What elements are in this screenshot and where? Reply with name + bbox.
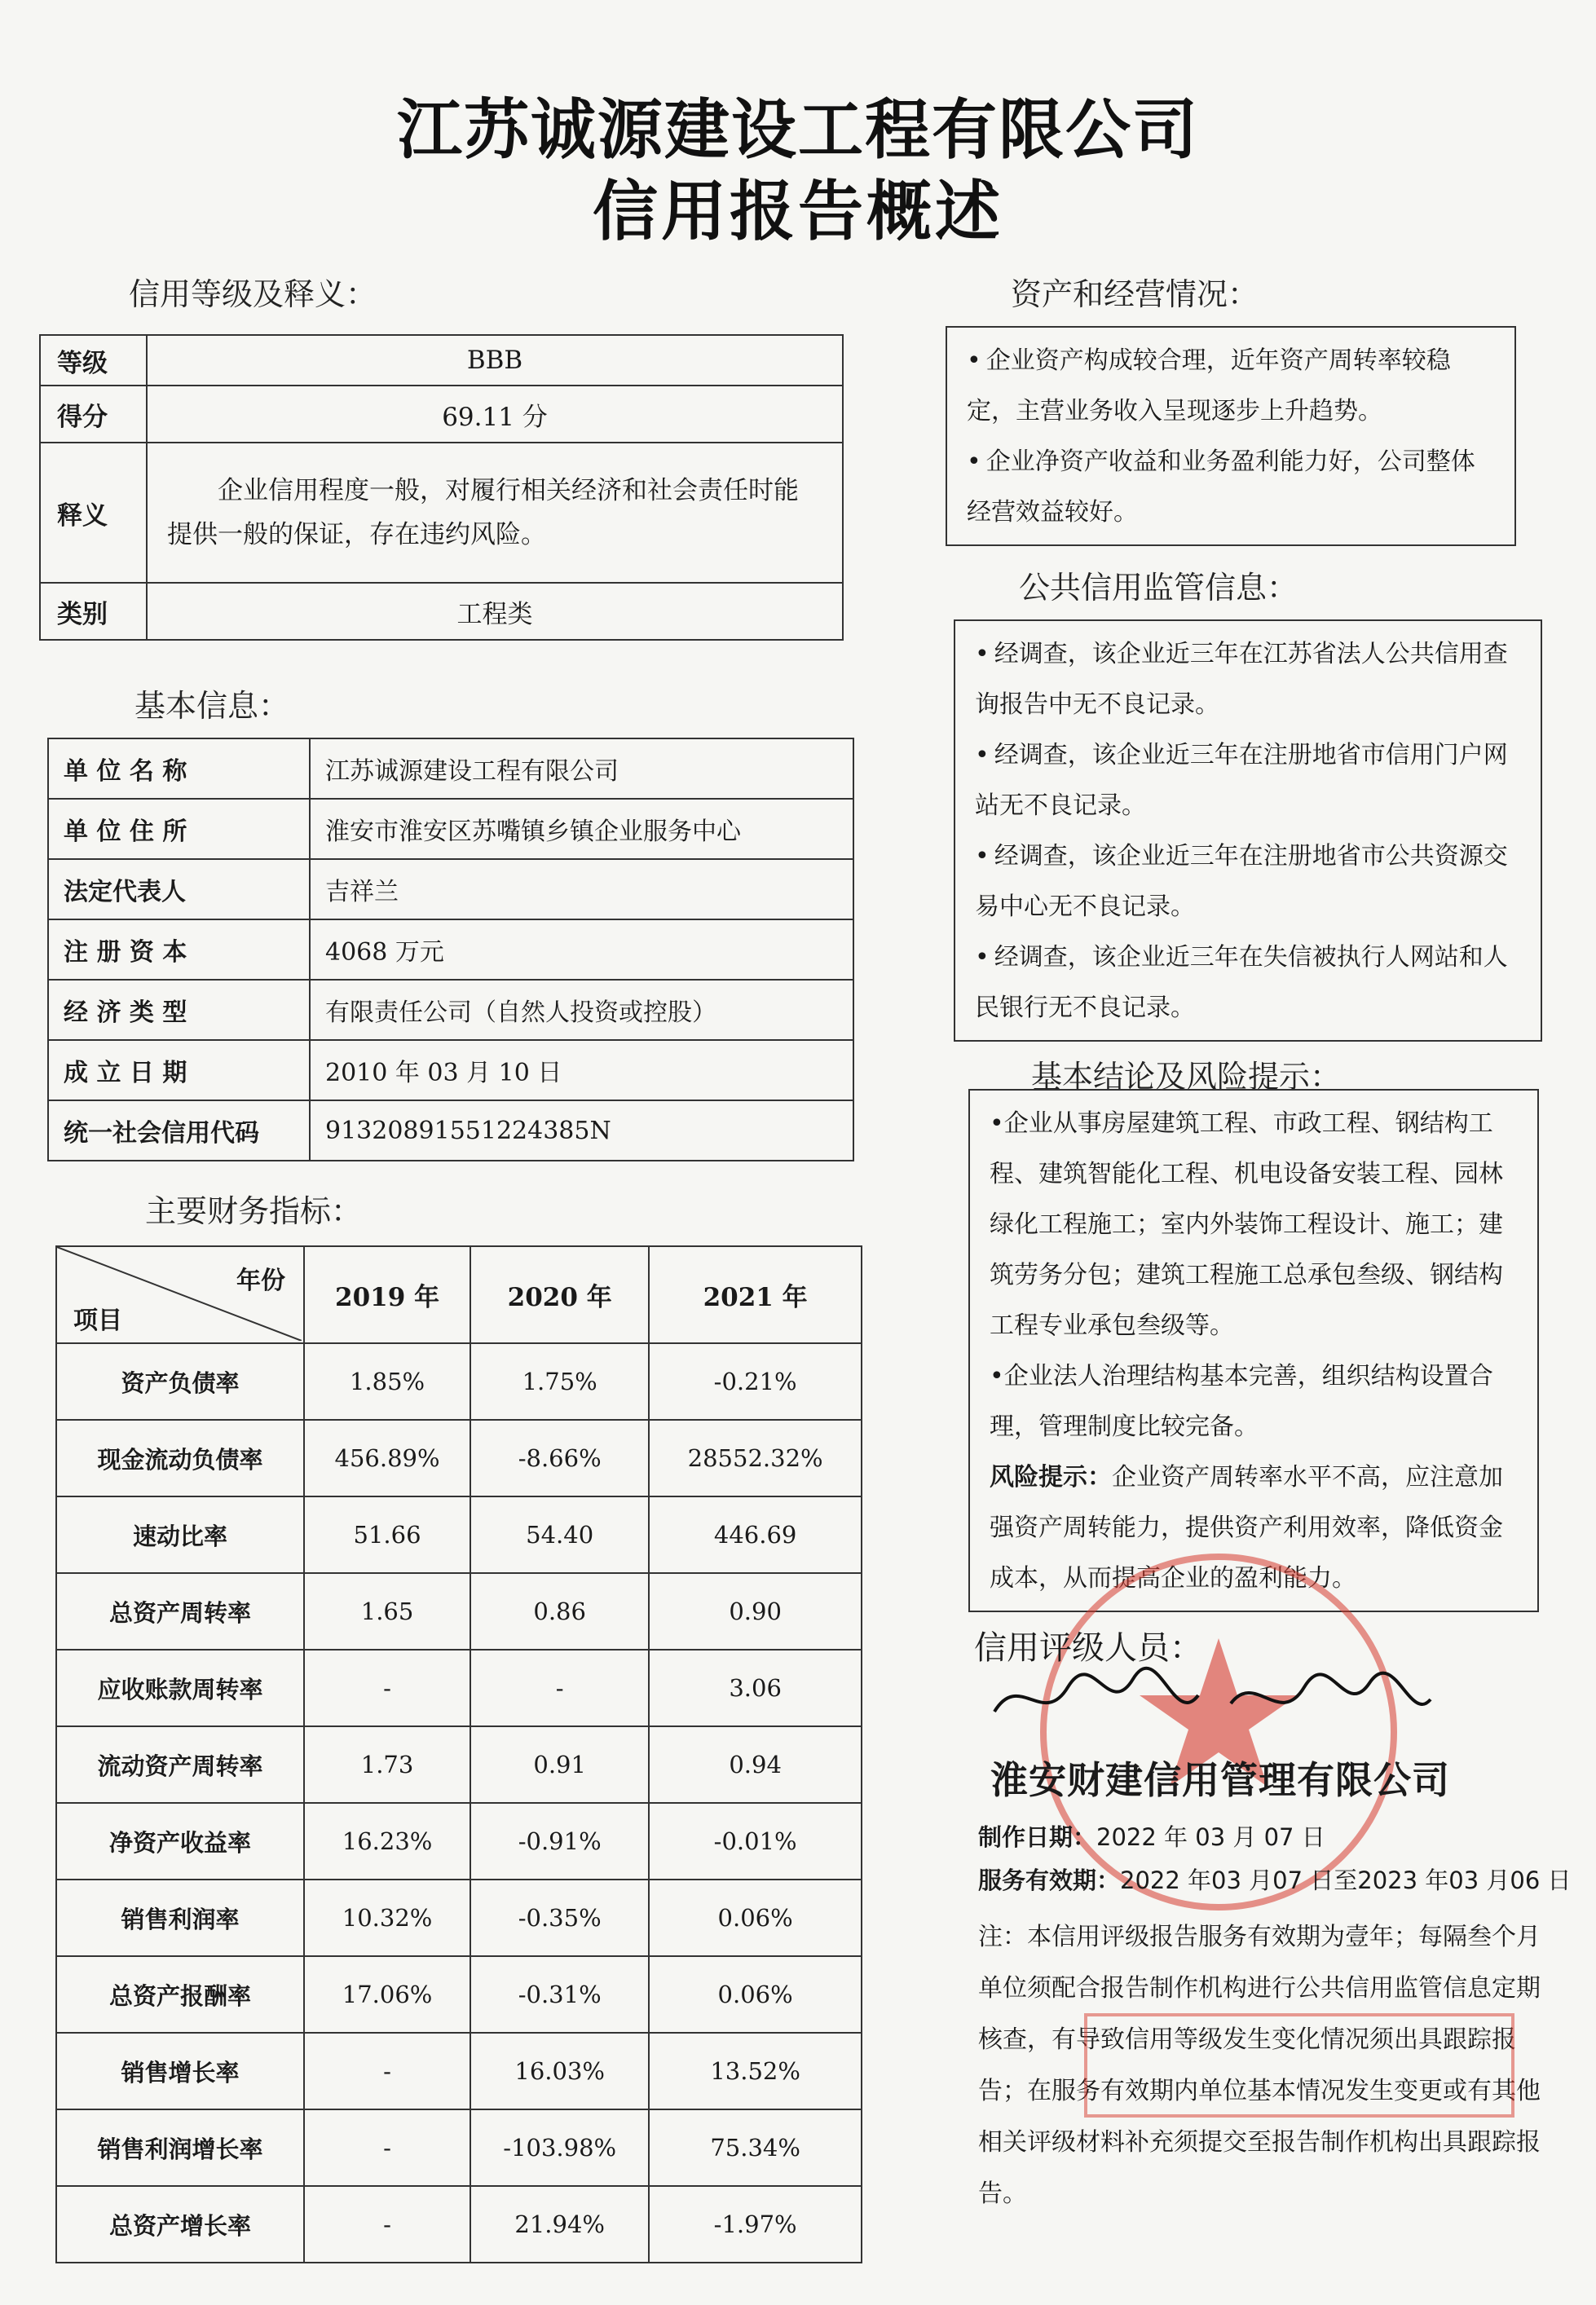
year-header: 2019 年 [304, 1246, 470, 1343]
financial-item-label: 速动比率 [56, 1496, 304, 1573]
rating-agency-name: 淮安财建信用管理有限公司 [990, 1758, 1450, 1802]
table-row [48, 738, 853, 799]
financial-value: - [304, 1650, 470, 1726]
financial-value: 0.94 [649, 1726, 862, 1803]
table-row [56, 1956, 862, 2033]
table-row [56, 1573, 862, 1650]
info-value: 91320891551224385N [310, 1100, 853, 1161]
rating-category-value: 工程类 [147, 583, 843, 640]
table-row [48, 799, 853, 859]
financial-value: 0.06% [649, 1880, 862, 1956]
financial-item-label: 销售利润率 [56, 1880, 304, 1956]
financial-item-label: 现金流动负债率 [56, 1420, 304, 1496]
info-key: 单 位 住 所 [48, 799, 310, 859]
signature-icon [986, 1655, 1443, 1744]
financial-value: 13.52% [649, 2033, 862, 2109]
financial-value: - [304, 2186, 470, 2263]
table-row [48, 919, 853, 980]
financial-item-label: 销售增长率 [56, 2033, 304, 2109]
financial-item-label: 总资产周转率 [56, 1573, 304, 1650]
table-row [56, 1650, 862, 1726]
financial-value: 16.03% [470, 2033, 649, 2109]
financial-item-label: 流动资产周转率 [56, 1726, 304, 1803]
financial-value: 1.65 [304, 1573, 470, 1650]
financial-value: 16.23% [304, 1803, 470, 1880]
info-value: 4068 万元 [310, 919, 853, 980]
table-row [56, 1803, 862, 1880]
financial-item-label: 应收账款周转率 [56, 1650, 304, 1726]
corner-item-label: 项目 [73, 1307, 122, 1335]
assets-box [946, 326, 1516, 546]
financial-item-label: 总资产报酬率 [56, 1956, 304, 2033]
financial-value: 10.32% [304, 1880, 470, 1956]
financial-value: 17.06% [304, 1956, 470, 2033]
table-row [40, 583, 843, 640]
financial-value: 0.06% [649, 1956, 862, 2033]
financial-value: -0.91% [470, 1803, 649, 1880]
info-value: 江苏诚源建设工程有限公司 [310, 738, 853, 799]
table-row [56, 2186, 862, 2263]
financial-value: -0.01% [649, 1803, 862, 1880]
financial-value: 456.89% [304, 1420, 470, 1496]
financial-value: 446.69 [649, 1496, 862, 1573]
financial-item-label: 销售利润增长率 [56, 2109, 304, 2186]
public-credit-box [954, 619, 1542, 1042]
financial-item-label: 总资产增长率 [56, 2186, 304, 2263]
list-item: • 经调查，该企业近三年在江苏省法人公共信用查询报告中无不良记录。 [975, 640, 1508, 719]
conclusion-box [968, 1089, 1539, 1612]
year-header: 2021 年 [649, 1246, 862, 1343]
info-key: 经 济 类 型 [48, 980, 310, 1040]
financial-value: -8.66% [470, 1420, 649, 1496]
info-value: 2010 年 03 月 10 日 [310, 1040, 853, 1100]
financial-value: 1.85% [304, 1343, 470, 1420]
table-row [56, 1420, 862, 1496]
info-value: 吉祥兰 [310, 859, 853, 919]
financial-value: 75.34% [649, 2109, 862, 2186]
rating-grade-label: 等级 [40, 335, 147, 386]
rating-meaning-value: 企业信用程度一般，对履行相关经济和社会责任时能提供一般的保证，存在违约风险。 [147, 443, 843, 583]
table-row [56, 2033, 862, 2109]
conclusion-section-title: 基本结论及风险提示： [1031, 1059, 1342, 1095]
table-row [56, 1726, 862, 1803]
public-credit-section-title: 公共信用监管信息： [1019, 570, 1298, 606]
info-key: 单 位 名 称 [48, 738, 310, 799]
table-row [48, 1100, 853, 1161]
assets-section-title: 资产和经营情况： [1011, 276, 1259, 312]
table-row [40, 386, 843, 443]
info-value: 淮安市淮安区苏嘴镇乡镇企业服务中心 [310, 799, 853, 859]
financial-value: - [304, 2033, 470, 2109]
table-row [48, 1040, 853, 1100]
info-key: 注 册 资 本 [48, 919, 310, 980]
financial-item-label: 资产负债率 [56, 1343, 304, 1420]
table-row [56, 1496, 862, 1573]
financial-item-label: 净资产收益率 [56, 1803, 304, 1880]
financial-value: 51.66 [304, 1496, 470, 1573]
financials-section-title: 主要财务指标： [145, 1193, 363, 1229]
info-value: 有限责任公司（自然人投资或控股） [310, 980, 853, 1040]
financial-value: 3.06 [649, 1650, 862, 1726]
table-row [40, 335, 843, 386]
financial-value: - [470, 1650, 649, 1726]
rating-section-title: 信用等级及释义： [129, 276, 377, 312]
financial-value: -0.21% [649, 1343, 862, 1420]
list-item: • 经调查，该企业近三年在注册地省市信用门户网站无不良记录。 [975, 741, 1508, 820]
rating-grade-value: BBB [147, 335, 843, 386]
financial-value: 1.73 [304, 1726, 470, 1803]
red-stamp-icon [1084, 2013, 1514, 2118]
valid-period: 服务有效期：2022 年03 月07 日至2023 年03 月06 日 [978, 1866, 1572, 1894]
financial-value: 54.40 [470, 1496, 649, 1573]
rater-label: 信用评级人员： [974, 1629, 1202, 1667]
basic-info-section-title: 基本信息： [134, 688, 290, 724]
table-row [56, 1343, 862, 1420]
financial-value: 21.94% [470, 2186, 649, 2263]
report-company-title: 江苏诚源建设工程有限公司 [397, 92, 1199, 168]
made-date: 制作日期：2022 年 03 月 07 日 [978, 1823, 1325, 1851]
list-item: •企业从事房屋建筑工程、市政工程、钢结构工程、建筑智能化工程、机电设备安装工程、园林绿化工程施工；室内外装饰工程设计、施工；建筑劳务分包；建筑工程施工总承包叁级、钢结构工程专业承包叁级等。 [990, 1109, 1503, 1340]
financial-value: -0.35% [470, 1880, 649, 1956]
list-item: •企业法人治理结构基本完善，组织结构设置合理，管理制度比较完备。 [990, 1362, 1493, 1441]
financial-value: - [304, 2109, 470, 2186]
table-row [56, 1880, 862, 1956]
report-title: 信用报告概述 [593, 174, 1003, 249]
financial-value: 1.75% [470, 1343, 649, 1420]
rating-table [39, 334, 844, 641]
table-row [56, 2109, 862, 2186]
financial-value: -1.97% [649, 2186, 862, 2263]
table-header-row [56, 1246, 862, 1343]
list-item: • 企业净资产收益和业务盈利能力好，公司整体经营效益较好。 [967, 447, 1475, 527]
basic-info-table [47, 738, 854, 1161]
table-row [48, 980, 853, 1040]
rating-meaning-label: 释义 [40, 443, 147, 583]
financial-value: 0.90 [649, 1573, 862, 1650]
financial-value: -0.31% [470, 1956, 649, 2033]
financial-value: -103.98% [470, 2109, 649, 2186]
list-item: • 企业资产构成较合理，近年资产周转率较稳定，主营业务收入呈现逐步上升趋势。 [967, 346, 1451, 425]
info-key: 法定代表人 [48, 859, 310, 919]
financials-table [55, 1245, 862, 2263]
table-row [40, 443, 843, 583]
rating-score-label: 得分 [40, 386, 147, 443]
financial-value: 0.91 [470, 1726, 649, 1803]
risk-note: 风险提示：企业资产周转率水平不高，应注意加强资产周转能力，提供资产利用效率，降低资金成本，从而提高企业的盈利能力。 [990, 1463, 1503, 1593]
rating-category-label: 类别 [40, 583, 147, 640]
corner-year-label: 年份 [236, 1267, 285, 1295]
financial-value: 28552.32% [649, 1420, 862, 1496]
info-key: 统一社会信用代码 [48, 1100, 310, 1161]
year-header: 2020 年 [470, 1246, 649, 1343]
financial-value: 0.86 [470, 1573, 649, 1650]
list-item: • 经调查，该企业近三年在注册地省市公共资源交易中心无不良记录。 [975, 842, 1508, 921]
info-key: 成 立 日 期 [48, 1040, 310, 1100]
report-note: 注：本信用评级报告服务有效期为壹年；每隔叁个月单位须配合报告制作机构进行公共信用监管信息定期核查，有导致信用等级发生变化情况须出具跟踪报告；在服务有效期内单位基本情况发生变更或有其他相关评级材料补充须提交至报告制作机构出具跟踪报告。 [978, 1923, 1541, 2208]
table-row [48, 859, 853, 919]
corner-cell [56, 1246, 304, 1343]
list-item: • 经调查，该企业近三年在失信被执行人网站和人民银行无不良记录。 [975, 943, 1508, 1022]
rating-score-value: 69.11 分 [147, 386, 843, 443]
